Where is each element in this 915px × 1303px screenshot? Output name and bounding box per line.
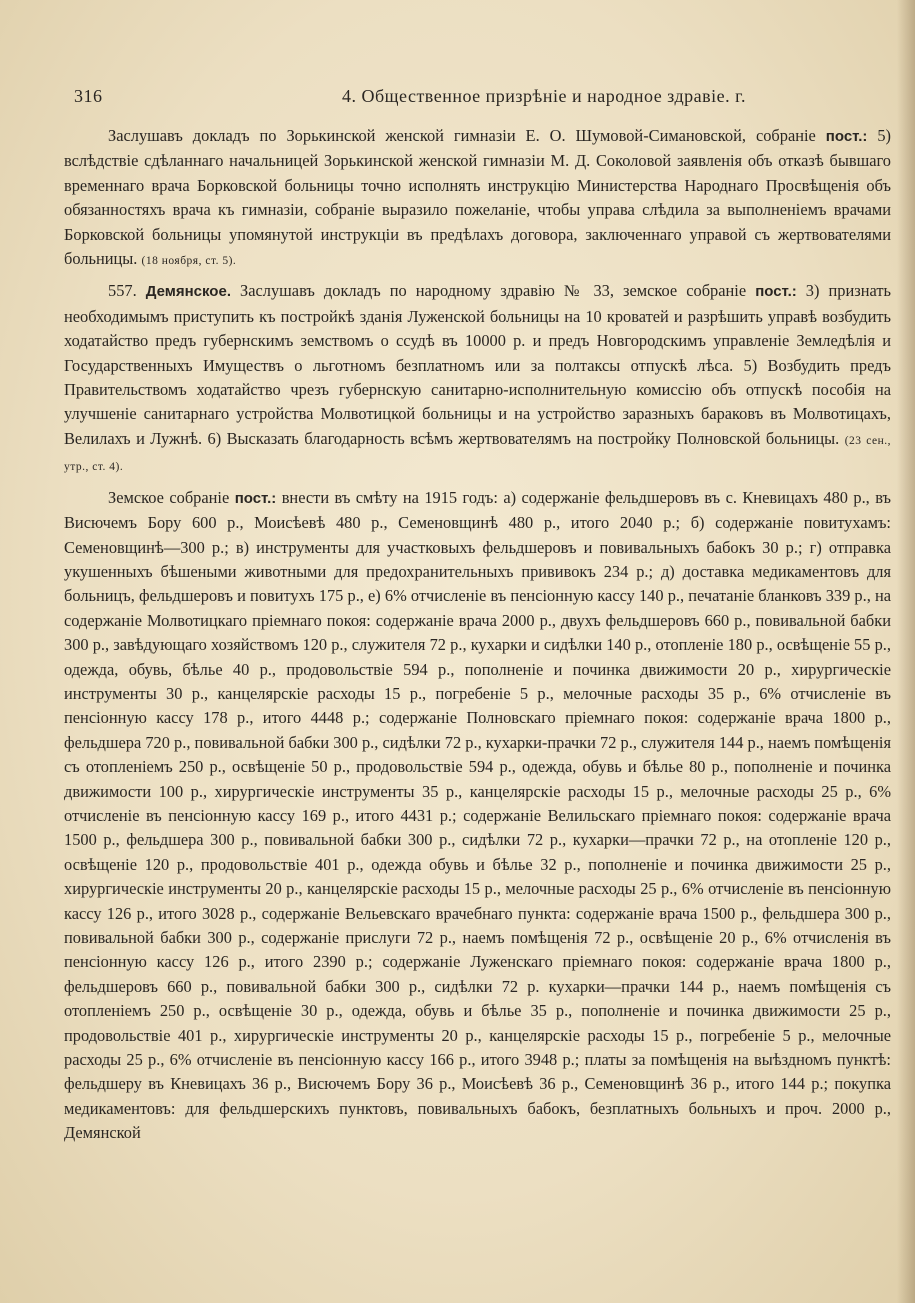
resolution-keyword: пост.: — [234, 489, 277, 507]
session-note: (18 ноября, ст. 5). — [141, 255, 237, 268]
paragraph-557-demyansk — [64, 279, 891, 479]
session-note: (23 сен., утр., ст. 4). — [64, 434, 891, 474]
page-body — [64, 124, 891, 1146]
page-number: 316 — [74, 86, 103, 106]
page-header — [72, 86, 855, 110]
paragraph-lead: Заслушавъ докладъ по народному здравію № 33, земское собраніе — [240, 281, 747, 301]
running-title: 4. Общественное призрѣніе и народное здравіе. г. — [342, 86, 746, 106]
entry-number: 557. — [108, 281, 137, 301]
paragraph-text: внести въ смѣту на 1915 годъ: а) содержаніе фельдшеровъ въ с. Кневицахъ 480 р., въ Висючемъ Бору 600 р., Моисѣевѣ 480 р., Семеновщинѣ 480 р., итого 2040 р.; б) содержаніе повитухамъ: Семеновщинѣ—300 р.; в) инструменты для участковыхъ фельдшеровъ и повивальныхъ бабокъ 30 р.; г) отправка укушенныхъ бѣшеными животными для предохранительныхъ прививокъ 234 р.; д) доставка медикаментовъ для больницъ, фельдшеровъ и повитухъ 175 р., е) 6% отчисленіе въ пенсіонную кассу 140 р., печатаніе бланковъ 339 р., на содержаніе Молвотицкаго пріемнаго покоя: содержаніе врача 2000 р., двухъ фельдшеровъ 660 р., повивальной бабки 300 р., завѣдующаго хозяйствомъ 120 р., служителя 72 р., кухарки и сидѣлки 140 р., отопленіе 180 р., освѣщеніе 55 р., одежда, обувь, бѣлье 40 р., продовольствіе 594 р., пополненіе и починка движимости 20 р., хирургическіе инструменты 30 р., канцелярскіе расходы 15 р., погребеніе 5 р., мелочные расходы 35 р., 6% отчисленіе въ пенсіонную кассу 178 р., итого 4448 р.; содержаніе Полновскаго пріемнаго покоя: содержаніе врача 1800 р., фельдшера 720 р., повивальной бабки 300 р., сидѣлки 72 р., кухарки-прачки 72 р., служителя 144 р., наемъ помѣщенія съ отопленіемъ 250 р., освѣщеніе 50 р., продовольствіе 594 р., одежда, обувь и бѣлье 80 р., пополненіе и починка движимости 100 р., хирургическіе инструменты 35 р., канцелярскіе расходы 15 р., мелочные расходы 25 р., 6% отчисленіе въ пенсіонную кассу 169 р., итого 4431 р.; содержаніе Велильскаго пріемнаго покоя: содержаніе врача 1500 р., фельдшера 300 р., повивальной бабки 300 р., сидѣлки 72 р., кухарки—прачки 72 р., на отопленіе 120 р., освѣщеніе 120 р., продовольствіе 401 р., одежда обувь и бѣлье 32 р., пополненіе и починка движимости 25 р., хирургическіе инструменты 20 р., канцелярскіе расходы 15 р., мелочные расходы 25 р., 6% отчисленіе въ пенсіонную кассу 126 р., итого 3028 р., содержаніе Вельевскаго врачебнаго пункта: содержаніе врача 1500 р., фельдшера 300 р., повивальной бабки 300 р., содержаніе прислуги 72 р., наемъ помѣщенія 72 р., освѣщеніе 20 р., 6% отчисленія въ пенсіонную кассу 126 р., итого 2390 р.; содержаніе Луженскаго пріемнаго покоя: содержаніе врача 1800 р., фельдшеровъ 660 р., повивальной бабки 300 р., сидѣлки 72 р. кухарки—прачки 144 р., наемъ помѣщенія съ отопленіемъ 250 р., освѣщеніе 30 р., одежда, обувь и бѣлье 35 р., пополненіе и починка движимости 25 р., продовольствіе 401 р., хирургическіе инструменты 20 р., канцелярскіе расходы 15 р., погребеніе 5 р., мелочные расходы 25 р., 6% отчисленіе въ пенсіонную кассу 166 р., итого 3948 р.; платы за помѣщенія на выѣздномъ пунктѣ: фельдшеру въ Кневицахъ 36 р., Висючемъ Бору 36 р., Моисѣевѣ 36 р., Семеновщинѣ 36 р., итого 144 р.; покупка медикаментовъ: для фельдшерскихъ пунктовъ, повивальныхъ бабокъ, безплатныхъ больныхъ и проч. 2000 р., Демянской — [64, 487, 892, 1143]
paragraph-text: 3) признать необходимымъ приступить къ постройкѣ зданія Луженской больницы на 10 кроватей и разрѣшить управѣ возбудить ходатайство предъ губернскимъ земствомъ о ссудѣ въ 10000 р. и предъ Новгородскимъ управленіе Земледѣлія и Государственныхъ Имуществъ о льготномъ безплатномъ или за полтаксы отпускѣ лѣса. 5) Возбудить предъ Правительствомъ ходатайство чрезъ губернскую санитарно-исполнительную комиссію объ отпускѣ пособія на улучшеніе санитарнаго устройства Молвотицкой больницы и на устройство заразныхъ бараковъ въ Молвотицахъ, Велилахъ и Лужнѣ. 6) Высказать благодарность всѣмъ жертвователямъ на постройку Полновской больницы. — [64, 281, 891, 448]
paragraph-lead: Заслушавъ докладъ по Зорькинской женской гимназіи Е. О. Шумовой-Симановской, собраніе — [108, 126, 816, 145]
paragraph-text: 5) вслѣдствіе сдѣланнаго начальницей Зорькинской женской гимназіи М. Д. Соколовой заявленія объ отказѣ бывшаго временнаго врача Борковской больницы точно исполнять инструкцію Министерства Народнаго Просвѣщенія объ обязанностяхъ врача къ гимназіи, собраніе выразило пожеланіе, чтобы управа слѣдила за выполненіемъ врачами Борковской больницы упомянутой инструкціи въ предѣлахъ договора, заключеннаго управой съ жертвователями больницы. — [64, 126, 891, 269]
paragraph-zorkinsk-gymnasium — [64, 124, 891, 273]
district-name: Демянское. — [145, 283, 231, 301]
page-edge-shadow — [897, 0, 915, 1303]
paragraph-lead: Земское собраніе — [108, 487, 230, 507]
resolution-keyword: пост.: — [755, 283, 797, 301]
resolution-keyword: пост.: — [825, 128, 868, 145]
paragraph-budget-1915 — [64, 486, 891, 1146]
